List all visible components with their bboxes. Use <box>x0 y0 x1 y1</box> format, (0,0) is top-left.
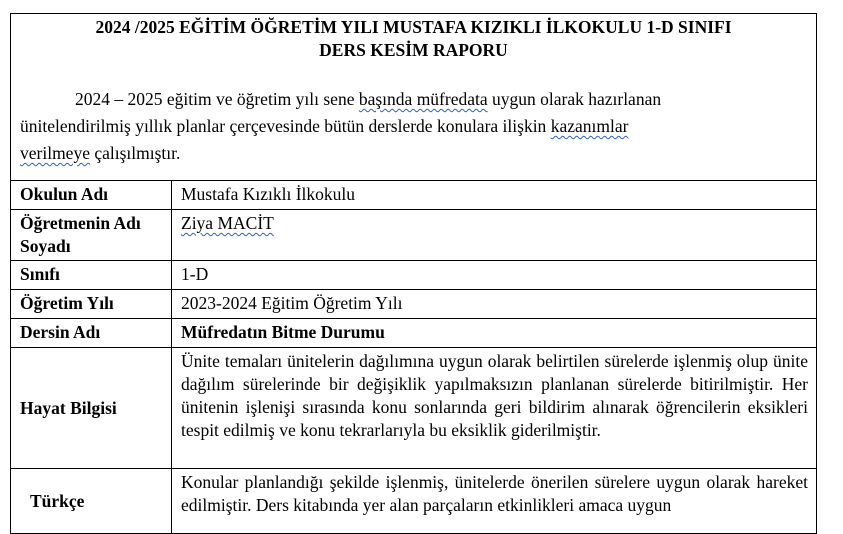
value-class: 1-D <box>172 261 817 290</box>
table-row-year <box>11 290 817 319</box>
table-row-school <box>11 181 817 210</box>
title-line-1: 2024 /2025 EĞİTİM ÖĞRETİM YILI MUSTAFA KIZIKLI İLKOKULU 1-D SINIFI <box>95 17 732 37</box>
intro-spellcheck-3: verilmeye <box>20 143 90 163</box>
label-teacher-name: Öğretmenin Adı Soyadı <box>11 210 172 261</box>
report-document <box>10 13 817 533</box>
report-table <box>10 180 817 534</box>
report-title <box>11 14 816 62</box>
value-year: 2023-2024 Eğitim Öğretim Yılı <box>172 290 817 319</box>
label-course: Dersin Adı <box>11 319 172 348</box>
table-row-turkce <box>11 469 817 534</box>
table-row-hayat-bilgisi <box>11 348 817 469</box>
intro-spellcheck-2: kazanımlar <box>550 116 629 136</box>
value-course: Müfredatın Bitme Durumu <box>172 319 817 348</box>
teacher-name-text: Ziya MACİT <box>181 213 274 233</box>
intro-text-1: 2024 – 2025 eğitim ve öğretim yılı sene <box>75 89 359 109</box>
table-row-course <box>11 319 817 348</box>
label-school-name: Okulun Adı <box>11 181 172 210</box>
title-line-2: DERS KESİM RAPORU <box>319 40 508 60</box>
table-row-class <box>11 261 817 290</box>
intro-text-3: ünitelendirilmiş yıllık planlar çerçevesinde bütün derslerde konulara ilişkin <box>20 116 551 136</box>
intro-paragraph <box>20 86 810 167</box>
value-hayat-bilgisi: Ünite temaları ünitelerin dağılımına uygun olarak belirtilen sürelerde işlenmiş olup ünite dağılım sürelerinde bir değişiklik yapılmaksızın planlanan sürelerde bitirilmiştir. Her ünitenin işlenişi sırasında konu sonlarında geri bildirim alınarak öğrencilerin eksikleri tespit edilmiş ve konu tekrarlarıyla bu eksiklik giderilmiştir. <box>172 348 817 469</box>
value-turkce: Konular planlandığı şekilde işlenmiş, ünitelerde önerilen sürelere uygun olarak hareket edilmiştir. Ders kitabında yer alan parçaların etkinlikleri amaca uygun <box>172 469 817 534</box>
label-hayat-bilgisi: Hayat Bilgisi <box>11 348 172 469</box>
intro-text-2: uygun olarak hazırlanan <box>487 89 662 109</box>
label-year: Öğretim Yılı <box>11 290 172 319</box>
label-turkce: Türkçe <box>11 469 172 534</box>
value-teacher-name <box>172 210 817 261</box>
table-row-teacher <box>11 210 817 261</box>
intro-spellcheck-1: başında müfredata <box>358 89 488 109</box>
intro-text-4: çalışılmıştır. <box>89 143 181 163</box>
value-school-name: Mustafa Kızıklı İlkokulu <box>172 181 817 210</box>
label-class: Sınıfı <box>11 261 172 290</box>
